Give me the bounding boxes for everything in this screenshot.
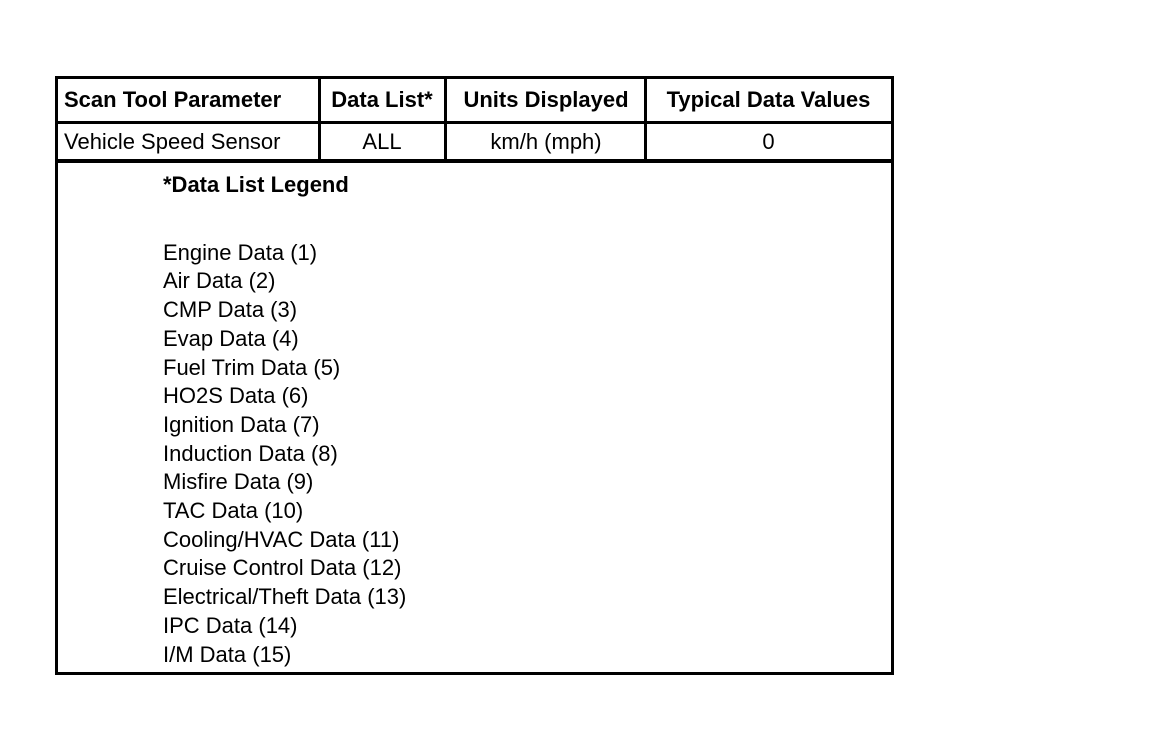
legend-item: Misfire Data (9) xyxy=(163,469,314,495)
cell-data-list: ALL xyxy=(362,129,402,154)
data-list-legend xyxy=(163,171,406,669)
legend-item: Electrical/Theft Data (13) xyxy=(163,584,407,610)
legend-item: Ignition Data (7) xyxy=(163,411,320,437)
legend-item: Cooling/HVAC Data (11) xyxy=(163,526,400,552)
legend-item: TAC Data (10) xyxy=(163,498,304,524)
legend-item: Induction Data (8) xyxy=(163,440,338,466)
column-divider xyxy=(318,79,321,163)
legend-item: IPC Data (14) xyxy=(163,612,298,638)
cell-parameter: Vehicle Speed Sensor xyxy=(64,129,281,154)
header-typical-data-values: Typical Data Values xyxy=(666,87,871,112)
data-table xyxy=(55,76,894,675)
legend-item: I/M Data (15) xyxy=(163,641,292,667)
legend-item: Air Data (2) xyxy=(163,268,276,294)
legend-item: HO2S Data (6) xyxy=(163,383,309,409)
legend-item: Cruise Control Data (12) xyxy=(163,555,402,581)
column-divider xyxy=(444,79,447,163)
legend-item: Engine Data (1) xyxy=(163,239,318,265)
table-header-row xyxy=(58,79,891,121)
header-data-list: Data List* xyxy=(331,87,433,112)
column-divider xyxy=(644,79,647,163)
legend-item: Fuel Trim Data (5) xyxy=(163,354,341,380)
table-row xyxy=(58,121,891,163)
header-scan-tool-parameter: Scan Tool Parameter xyxy=(64,87,282,112)
header-units-displayed: Units Displayed xyxy=(463,87,629,112)
legend-item: Evap Data (4) xyxy=(163,325,299,351)
legend-item: CMP Data (3) xyxy=(163,297,298,323)
cell-units: km/h (mph) xyxy=(490,129,602,154)
row-divider xyxy=(58,159,891,163)
cell-typical-value: 0 xyxy=(762,129,775,154)
legend-title: *Data List Legend xyxy=(163,172,349,197)
